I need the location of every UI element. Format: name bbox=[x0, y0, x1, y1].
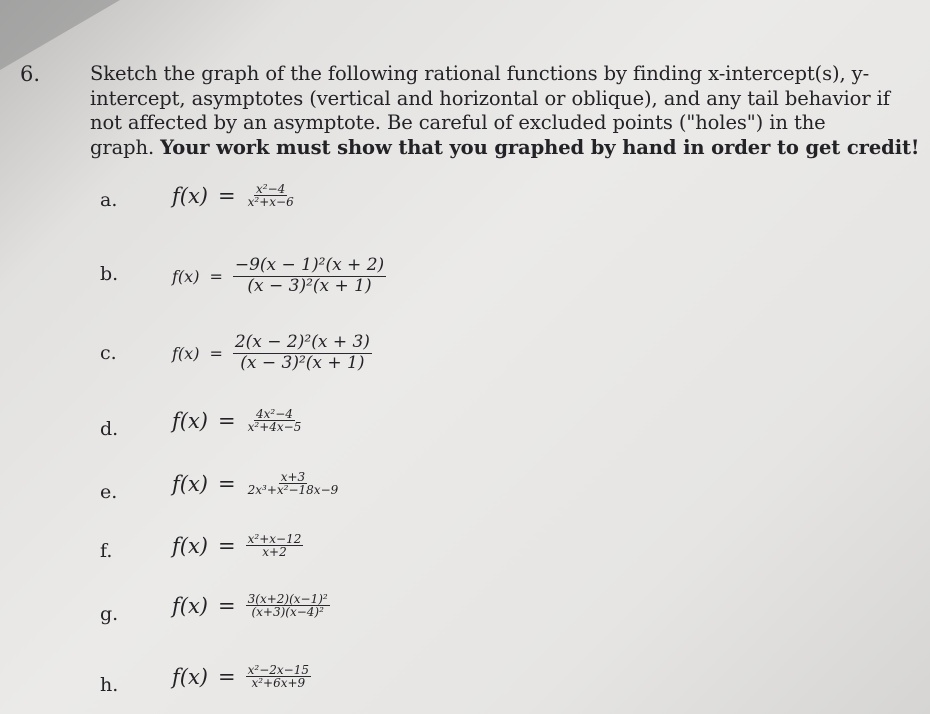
part-h-fraction bbox=[246, 664, 311, 689]
part-f-lhs: f(x) bbox=[172, 533, 209, 558]
part-c-equals: = bbox=[209, 344, 223, 363]
part-a-denominator: x²+x−6 bbox=[247, 195, 294, 209]
part-e-fraction bbox=[246, 471, 341, 496]
part-b-fraction bbox=[233, 256, 386, 297]
part-e-lhs: f(x) bbox=[172, 471, 209, 496]
part-h-lhs: f(x) bbox=[172, 664, 209, 689]
part-h-equation bbox=[172, 664, 311, 689]
part-c-equation bbox=[172, 333, 372, 374]
part-c-lhs: f(x) bbox=[172, 344, 200, 363]
part-b-label: b. bbox=[100, 263, 119, 285]
part-c-denominator: (x − 3)²(x + 1) bbox=[240, 353, 365, 373]
part-d-denominator: x²+4x−5 bbox=[247, 420, 302, 434]
part-d-lhs: f(x) bbox=[172, 408, 209, 433]
part-h-numerator: x²−2x−15 bbox=[247, 663, 309, 677]
part-b-denominator: (x − 3)²(x + 1) bbox=[247, 276, 372, 296]
question-line-2: intercept, asymptotes (vertical and horizontal or oblique), and any tail behavior if bbox=[90, 86, 890, 110]
question-number: 6. bbox=[20, 62, 41, 86]
part-h-label: h. bbox=[100, 674, 119, 696]
question-line-3: not affected by an asymptote. Be careful of excluded points ("holes") in the bbox=[90, 111, 826, 134]
part-a-fraction bbox=[246, 183, 296, 208]
part-e-numerator: x+3 bbox=[280, 470, 306, 484]
part-d-equation bbox=[172, 408, 303, 433]
part-b-lhs: f(x) bbox=[172, 267, 200, 286]
part-d-equals: = bbox=[218, 408, 236, 433]
shadow-corner bbox=[0, 0, 120, 70]
part-f-equation bbox=[172, 533, 303, 558]
part-c-numerator: 2(x − 2)²(x + 3) bbox=[234, 332, 370, 352]
part-g-equation bbox=[172, 593, 330, 618]
part-d-fraction bbox=[246, 408, 304, 433]
part-g-label: g. bbox=[100, 603, 119, 625]
part-a-equals: = bbox=[218, 183, 236, 208]
part-g-denominator: (x+3)(x−4)² bbox=[251, 605, 324, 619]
part-b-equation bbox=[172, 256, 386, 297]
question-line-4-start: graph. bbox=[90, 135, 161, 159]
part-e-equation bbox=[172, 471, 340, 496]
part-g-equals: = bbox=[218, 593, 236, 618]
part-f-denominator: x+2 bbox=[262, 545, 287, 559]
part-h-denominator: x²+6x+9 bbox=[251, 676, 306, 690]
part-g-numerator: 3(x+2)(x−1)² bbox=[247, 592, 328, 606]
part-b-numerator: −9(x − 1)²(x + 2) bbox=[234, 255, 385, 275]
part-f-fraction bbox=[246, 533, 304, 558]
part-f-numerator: x²+x−12 bbox=[247, 532, 302, 546]
question-line-4 bbox=[90, 135, 920, 161]
part-b-equals: = bbox=[209, 267, 223, 286]
part-d-label: d. bbox=[100, 418, 119, 440]
part-c-fraction bbox=[233, 333, 372, 374]
part-f-label: f. bbox=[100, 540, 113, 562]
part-a-numerator: x²−4 bbox=[256, 182, 286, 196]
part-a-label: a. bbox=[100, 189, 118, 211]
part-d-numerator: 4x²−4 bbox=[256, 407, 293, 421]
credit-warning: Your work must show that you graphed by hand in order to get credit! bbox=[160, 135, 920, 159]
part-e-denominator: 2x³+x²−18x−9 bbox=[247, 483, 339, 497]
part-e-label: e. bbox=[100, 481, 118, 503]
part-c-label: c. bbox=[100, 342, 117, 364]
part-f-equals: = bbox=[218, 533, 236, 558]
question-line-1: Sketch the graph of the following rational functions by finding x-intercept(s), y- bbox=[90, 62, 870, 85]
part-a-lhs: f(x) bbox=[172, 183, 209, 208]
part-g-fraction bbox=[246, 593, 330, 618]
question-text bbox=[90, 62, 920, 160]
part-g-lhs: f(x) bbox=[172, 593, 209, 618]
part-a-equation bbox=[172, 183, 296, 208]
part-h-equals: = bbox=[218, 664, 236, 689]
part-e-equals: = bbox=[218, 471, 236, 496]
